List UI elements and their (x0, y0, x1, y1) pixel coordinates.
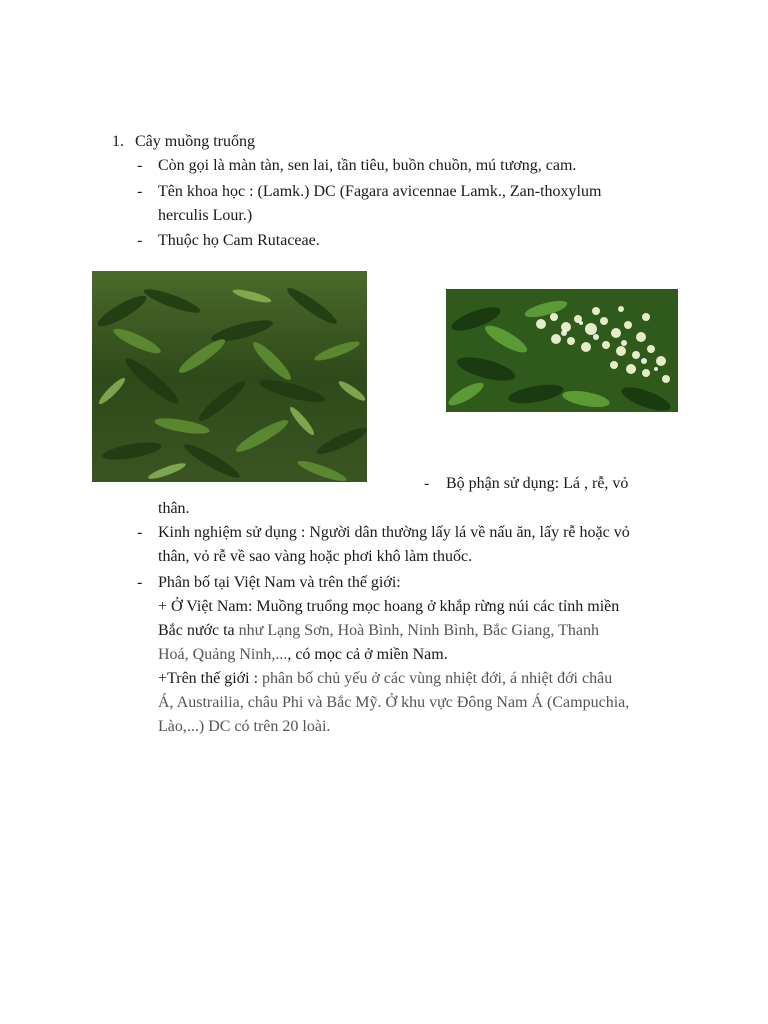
heading-title: Cây muồng truổng (135, 133, 255, 150)
vietnam-distribution-line-1: + Ở Việt Nam: Muồng truổng mọc hoang ở khắp rừng núi các tỉnh miền (158, 598, 620, 615)
scientific-name-line-2: herculis Lour.) (158, 207, 253, 224)
bullet-marker: - (137, 183, 143, 200)
vietnam-line-3-part-a: Hoá, Quảng Ninh,... (158, 646, 288, 663)
world-line-1-part-b: phân bố chủ yếu ở các vùng nhiệt đới, á nhiệt đới châu (258, 670, 613, 687)
world-distribution-line-1 (158, 669, 612, 689)
vietnam-distribution-line-2 (158, 621, 599, 641)
vietnam-line-2-part-a: Bắc nước ta (158, 622, 235, 639)
distribution-title: Phân bố tại Việt Nam và trên thế giới: (158, 574, 401, 591)
usage-line-2: thân, vỏ rễ về sao vàng hoặc phơi khô làm thuốc. (158, 548, 473, 565)
bullet-marker: - (137, 574, 143, 591)
scientific-name-line-1: Tên khoa học : (Lamk.) DC (Fagara avicennae Lamk., Zan-thoxylum (158, 183, 602, 200)
bullet-marker: - (137, 232, 143, 249)
bullet-marker: - (137, 157, 143, 174)
plant-flower-photo (446, 289, 678, 412)
plant-foliage-photo (92, 271, 367, 482)
world-line-1-part-a: +Trên thế giới : (158, 670, 259, 687)
world-distribution-line-2: Á, Austrailia, châu Phi và Bắc Mỹ. Ở khu vực Đông Nam Á (Campuchia, (158, 694, 630, 711)
parts-used-line-2: thân. (158, 500, 190, 517)
vietnam-line-3-part-b: , có mọc cả ở miền Nam. (287, 646, 448, 663)
world-distribution-line-3: Lào,...) DC có trên 20 loài. (158, 718, 331, 735)
heading-number: 1. (112, 133, 124, 150)
bullet-marker: - (424, 475, 430, 492)
bullet-marker: - (137, 524, 143, 541)
alias-text: Còn gọi là màn tàn, sen lai, tần tiêu, buồn chuồn, mú tương, cam. (158, 157, 577, 174)
usage-line-1: Kinh nghiệm sử dụng : Người dân thường lấy lá về nấu ăn, lấy rễ hoặc vỏ (158, 524, 630, 541)
family-text: Thuộc họ Cam Rutaceae. (158, 232, 320, 249)
vietnam-distribution-line-3 (158, 645, 448, 665)
vietnam-line-2-part-b: như Lạng Sơn, Hoà Bình, Ninh Bình, Bắc Giang, Thanh (234, 622, 600, 639)
parts-used-line-1: Bộ phận sử dụng: Lá , rễ, vỏ (446, 475, 629, 492)
